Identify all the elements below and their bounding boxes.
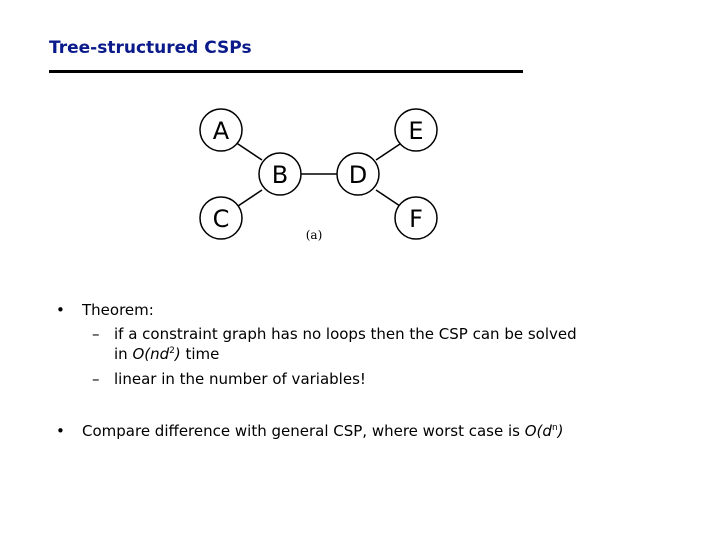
node-a-label: A <box>212 117 230 145</box>
sub-dash: – <box>92 370 100 388</box>
slide-title: Tree-structured CSPs <box>49 38 252 58</box>
sub-dash: – <box>92 325 100 343</box>
sub-bullet-line1: if a constraint graph has no loops then the CSP can be solved <box>114 325 577 343</box>
bullet-compare <box>82 422 564 440</box>
worst-case-exponent: n <box>551 423 558 433</box>
diagram-caption: (a) <box>305 228 323 242</box>
complexity-exponent: 2 <box>169 346 175 356</box>
complexity-math: O(nd <box>132 345 170 363</box>
node-d-label: D <box>348 161 368 189</box>
bullet-theorem: Theorem: <box>82 301 154 319</box>
sub-bullet-post: time <box>180 345 220 363</box>
bullet-marker: • <box>56 301 65 319</box>
bullet-compare-text: Compare difference with general CSP, where worst case is <box>82 422 525 440</box>
node-e-label: E <box>408 117 424 145</box>
sub-bullet-linear: linear in the number of variables! <box>114 370 366 388</box>
node-b-label: B <box>271 161 289 189</box>
worst-case-close: ) <box>557 422 564 440</box>
worst-case-math: O(d <box>524 422 552 440</box>
node-f-label: F <box>409 205 423 233</box>
sub-bullet-pre: in <box>114 345 133 363</box>
complexity-close: ) <box>174 345 181 363</box>
node-c-label: C <box>212 205 230 233</box>
bullet-marker: • <box>56 422 65 440</box>
sub-bullet-line2 <box>114 345 219 363</box>
